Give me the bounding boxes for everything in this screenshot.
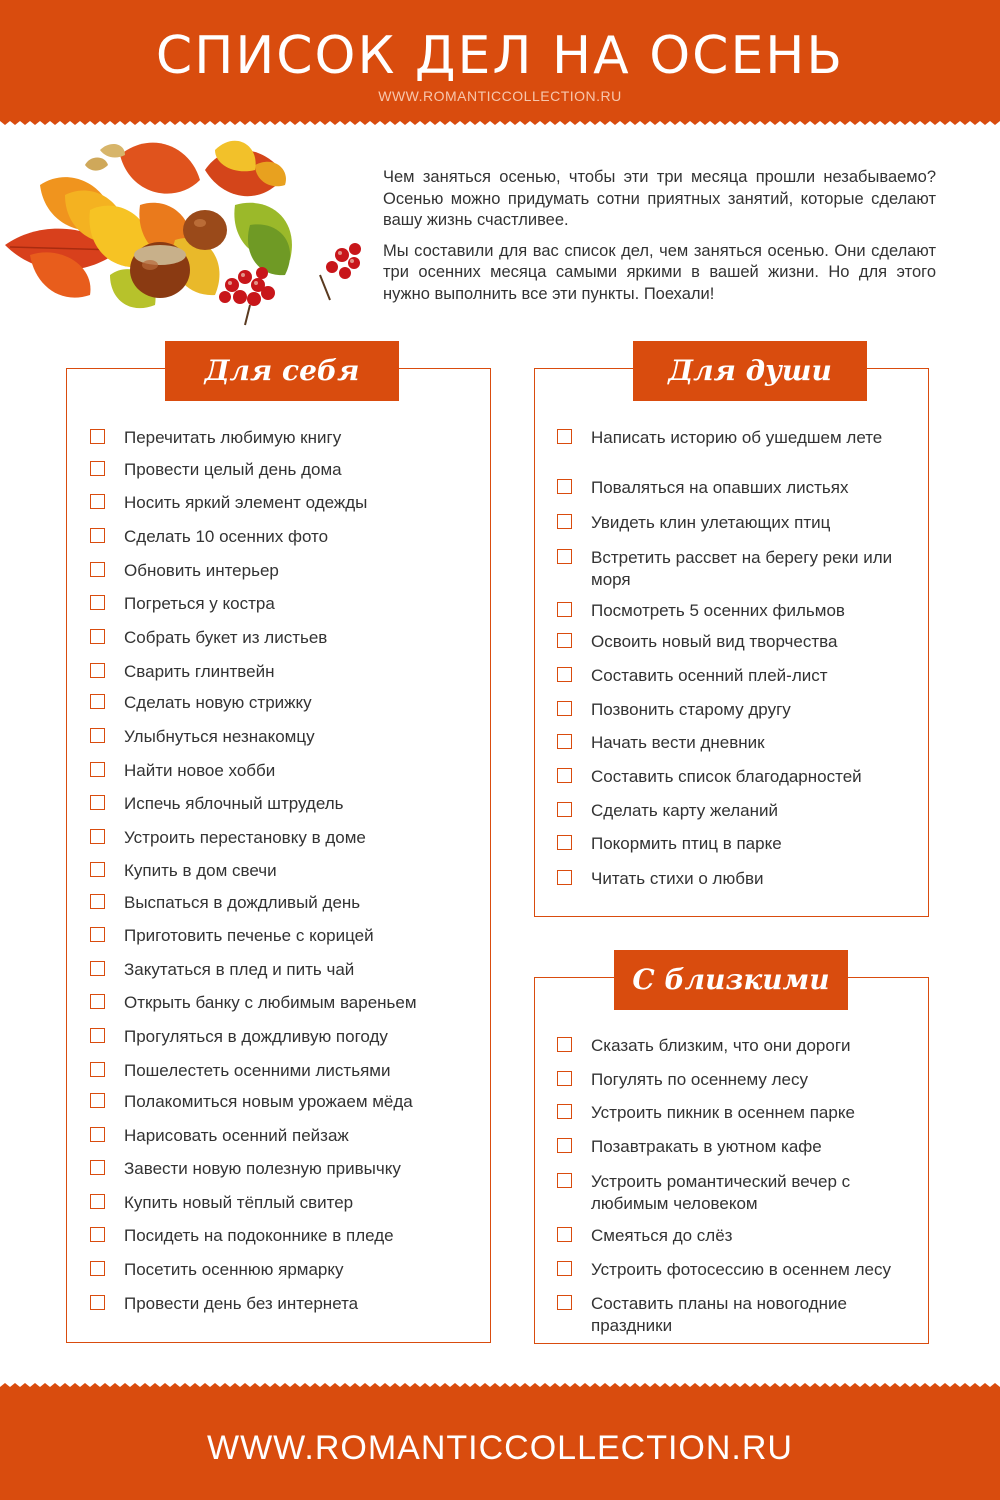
autumn-leaves-illustration	[0, 125, 370, 330]
checkbox[interactable]	[557, 1295, 572, 1310]
checkbox[interactable]	[90, 728, 105, 743]
checkbox[interactable]	[90, 528, 105, 543]
list-item-label: Провести день без интернета	[124, 1294, 359, 1313]
list-item-label: Приготовить печенье с корицей	[124, 926, 374, 945]
checkbox[interactable]	[557, 1227, 572, 1242]
checkbox[interactable]	[90, 429, 105, 444]
checkbox[interactable]	[90, 1127, 105, 1142]
checkbox[interactable]	[557, 1261, 572, 1276]
list-item-label: Купить в дом свечи	[124, 861, 277, 880]
footer-banner	[0, 1391, 1000, 1500]
list-item-label: Найти новое хобби	[124, 761, 276, 780]
list-item-label: Смеяться до слёз	[591, 1226, 733, 1245]
list-item-label: Открыть банку с любимым вареньем	[124, 993, 417, 1012]
checkbox[interactable]	[90, 927, 105, 942]
checkbox[interactable]	[557, 479, 572, 494]
checkbox[interactable]	[557, 514, 572, 529]
footer-zigzag-border	[0, 1383, 1000, 1391]
checkbox[interactable]	[90, 795, 105, 810]
intro-paragraph: Чем заняться осенью, чтобы эти три месяца прошли незабываемо? Осенью можно придумать сотни приятных занятий, которые сделают вашу жизнь счастливее.	[383, 168, 936, 229]
list-item-label: Выспаться в дождливый день	[124, 893, 361, 912]
checkbox[interactable]	[557, 429, 572, 444]
page-title: СПИСОК ДЕЛ НА ОСЕНЬ	[155, 26, 845, 86]
list-item-label: Встретить рассвет на берегу реки или моря	[591, 548, 893, 589]
checkbox[interactable]	[557, 1071, 572, 1086]
list-item-label: Посмотреть 5 осенних фильмов	[591, 601, 845, 620]
checkbox[interactable]	[90, 961, 105, 976]
checkbox[interactable]	[90, 1295, 105, 1310]
list-item-label: Составить список благодарностей	[591, 767, 862, 786]
list-item-label: Пошелестеть осенними листьями	[124, 1061, 391, 1080]
list-item-label: Испечь яблочный штрудель	[124, 794, 344, 813]
checkbox[interactable]	[557, 870, 572, 885]
checkbox[interactable]	[557, 1104, 572, 1119]
checkbox[interactable]	[90, 1028, 105, 1043]
section-self-title: Для себя	[165, 341, 399, 401]
checkbox[interactable]	[557, 1138, 572, 1153]
list-item-label: Обновить интерьер	[124, 561, 279, 580]
checkbox[interactable]	[90, 461, 105, 476]
list-item-label: Закутаться в плед и пить чай	[124, 960, 355, 979]
checkbox[interactable]	[90, 1093, 105, 1108]
list-item-label: Погулять по осеннему лесу	[591, 1070, 808, 1089]
intro-text	[383, 167, 936, 314]
checkbox[interactable]	[557, 633, 572, 648]
list-item-label: Сделать новую стрижку	[124, 693, 312, 712]
checkbox[interactable]	[557, 802, 572, 817]
list-item-label: Провести целый день дома	[124, 460, 342, 479]
section-close-box	[534, 977, 929, 1344]
list-item-label: Посидеть на подоконнике в пледе	[124, 1226, 394, 1245]
checkbox[interactable]	[557, 701, 572, 716]
header-banner	[0, 0, 1000, 117]
list-item-label: Купить новый тёплый свитер	[124, 1193, 354, 1212]
checkbox[interactable]	[90, 663, 105, 678]
list-item-label: Позвонить старому другу	[591, 700, 791, 719]
list-item-label: Собрать букет из листьев	[124, 628, 328, 647]
checkbox[interactable]	[90, 694, 105, 709]
list-item-label: Улыбнуться незнакомцу	[124, 727, 315, 746]
checkbox[interactable]	[557, 549, 572, 564]
list-item-label: Покормить птиц в парке	[591, 834, 782, 853]
checkbox[interactable]	[90, 1227, 105, 1242]
list-item-label: Освоить новый вид творчества	[591, 632, 838, 651]
list-item-label: Завести новую полезную привычку	[124, 1159, 401, 1178]
checkbox[interactable]	[90, 1194, 105, 1209]
checkbox[interactable]	[557, 1173, 572, 1188]
checkbox[interactable]	[90, 1062, 105, 1077]
list-item-label: Сварить глинтвейн	[124, 662, 275, 681]
list-item-label: Устроить перестановку в доме	[124, 828, 366, 847]
checkbox[interactable]	[90, 894, 105, 909]
checkbox[interactable]	[90, 494, 105, 509]
checkbox[interactable]	[557, 768, 572, 783]
list-item-label: Устроить пикник в осеннем парке	[591, 1103, 855, 1122]
list-item-label: Носить яркий элемент одежды	[124, 493, 368, 512]
list-item-label: Составить планы на новогодние праздники	[591, 1294, 847, 1335]
list-item-label: Увидеть клин улетающих птиц	[591, 513, 831, 532]
list-item-label: Устроить романтический вечер с любимым человеком	[591, 1172, 851, 1213]
list-item-label: Погреться у костра	[124, 594, 275, 613]
header-zigzag-border	[0, 117, 1000, 125]
checkbox[interactable]	[90, 862, 105, 877]
list-item-label: Позавтракать в уютном кафе	[591, 1137, 822, 1156]
checkbox[interactable]	[90, 629, 105, 644]
checkbox[interactable]	[557, 1037, 572, 1052]
list-item-label: Поваляться на опавших листьях	[591, 478, 849, 497]
checkbox[interactable]	[90, 562, 105, 577]
list-item-label: Полакомиться новым урожаем мёда	[124, 1092, 413, 1111]
checkbox[interactable]	[90, 994, 105, 1009]
checkbox[interactable]	[557, 602, 572, 617]
list-item-label: Написать историю об ушедшем лете	[591, 428, 883, 447]
list-item-label: Сделать карту желаний	[591, 801, 779, 820]
list-item-label: Начать вести дневник	[591, 733, 765, 752]
list-item-label: Посетить осеннюю ярмарку	[124, 1260, 344, 1279]
checkbox[interactable]	[90, 1261, 105, 1276]
checkbox[interactable]	[557, 734, 572, 749]
section-soul-title: Для души	[633, 341, 867, 401]
checkbox[interactable]	[557, 835, 572, 850]
list-item-label: Прогуляться в дождливую погоду	[124, 1027, 388, 1046]
list-item-label: Перечитать любимую книгу	[124, 428, 342, 447]
intro-paragraph: Мы составили для вас список дел, чем заняться осенью. Они сделают три осенних месяца самыми яркими в вашей жизни. Но для этого нужно выполнить все эти пункты. Поехали!	[383, 241, 936, 303]
checkbox[interactable]	[90, 1160, 105, 1175]
header-site-url[interactable]: WWW.ROMANTICCOLLECTION.RU	[378, 88, 622, 104]
list-item-label: Сказать близким, что они дороги	[591, 1036, 851, 1055]
checkbox[interactable]	[90, 762, 105, 777]
section-close-title: С близкими	[614, 950, 848, 1010]
list-item-label: Устроить фотосессию в осеннем лесу	[591, 1260, 891, 1279]
footer-site-url[interactable]: WWW.ROMANTICCOLLECTION.RU	[207, 1429, 793, 1467]
checkbox[interactable]	[557, 667, 572, 682]
list-item-label: Сделать 10 осенних фото	[124, 527, 329, 546]
checkbox[interactable]	[90, 829, 105, 844]
checkbox[interactable]	[90, 595, 105, 610]
list-item-label: Читать стихи о любви	[591, 869, 764, 888]
list-item-label: Составить осенний плей-лист	[591, 666, 828, 685]
list-item-label: Нарисовать осенний пейзаж	[124, 1126, 349, 1145]
